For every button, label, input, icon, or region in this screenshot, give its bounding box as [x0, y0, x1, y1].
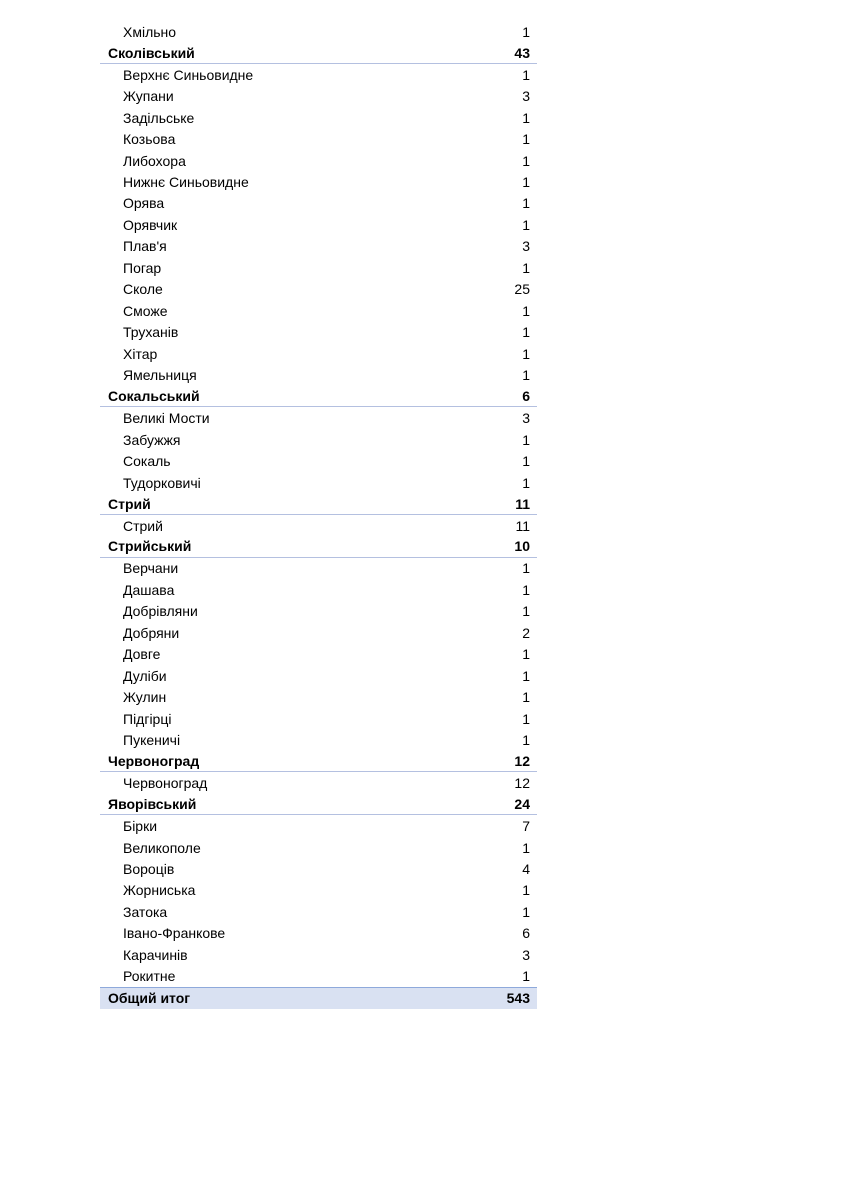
row-value: 6: [522, 925, 530, 942]
row-value: 1: [522, 324, 530, 341]
table-row: [100, 64, 537, 85]
table-row: [100, 85, 537, 106]
table-row: [100, 257, 537, 278]
row-value: 1: [522, 732, 530, 749]
row-value: 4: [522, 861, 530, 878]
row-value: 1: [522, 431, 530, 448]
table-row: [100, 128, 537, 149]
row-value: 7: [522, 818, 530, 835]
row-label: Жупани: [123, 88, 174, 105]
row-label: Хмільно: [123, 23, 177, 40]
row-label: Труханів: [123, 324, 179, 341]
table-row: [100, 601, 537, 622]
row-value: 1: [522, 689, 530, 706]
row-label: Затока: [123, 903, 168, 920]
row-label: Великополе: [123, 839, 201, 856]
table-row: [100, 429, 537, 450]
row-value: 1: [522, 646, 530, 663]
table-row: [100, 193, 537, 214]
row-value: 1: [522, 195, 530, 212]
row-label: Великі Мости: [123, 410, 210, 427]
row-label: Червоноград: [123, 775, 208, 792]
row-label: Ямельниця: [123, 367, 197, 384]
row-value: 25: [514, 281, 530, 298]
row-value: 1: [522, 667, 530, 684]
row-value: 3: [522, 238, 530, 255]
pivot-table: [100, 21, 537, 1009]
row-label: Плав'я: [123, 238, 167, 255]
row-label: Карачинів: [123, 946, 188, 963]
row-label: Сколівський: [108, 44, 195, 61]
table-row: [100, 214, 537, 235]
row-value: 1: [522, 23, 530, 40]
table-row: [100, 515, 537, 536]
group-row: [100, 751, 537, 772]
row-label: Стрий: [123, 517, 163, 534]
row-value: 2: [522, 624, 530, 641]
row-value: 10: [514, 538, 530, 555]
row-value: 1: [522, 302, 530, 319]
table-row: [100, 236, 537, 257]
row-value: 1: [522, 603, 530, 620]
table-row: [100, 579, 537, 600]
row-label: Сможе: [123, 302, 168, 319]
table-row: [100, 343, 537, 364]
row-label: Хітар: [123, 345, 158, 362]
table-row: [100, 944, 537, 965]
row-label: Забужжя: [123, 431, 181, 448]
table-row: [100, 729, 537, 750]
table-row: [100, 472, 537, 493]
row-value: 1: [522, 259, 530, 276]
table-row: [100, 279, 537, 300]
row-label: Орява: [123, 195, 165, 212]
row-label: Жулин: [123, 689, 167, 706]
table-row: [100, 665, 537, 686]
row-label: Козьова: [123, 131, 176, 148]
row-value: 43: [514, 44, 530, 61]
table-row: [100, 107, 537, 128]
row-value: 1: [522, 710, 530, 727]
group-row: [100, 536, 537, 557]
table-row: [100, 322, 537, 343]
table-row: [100, 923, 537, 944]
row-value: 1: [522, 968, 530, 985]
row-value: 1: [522, 581, 530, 598]
row-value: 543: [506, 990, 530, 1007]
row-value: 1: [522, 560, 530, 577]
group-row: [100, 386, 537, 407]
row-value: 1: [522, 216, 530, 233]
row-label: Яворівський: [108, 796, 197, 813]
row-label: Задільське: [123, 109, 195, 126]
row-value: 1: [522, 152, 530, 169]
table-row: [100, 901, 537, 922]
row-label: Вороців: [123, 861, 175, 878]
row-label: Стрийський: [108, 538, 192, 555]
row-label: Добряни: [123, 624, 180, 641]
table-row: [100, 300, 537, 321]
row-label: Верчани: [123, 560, 179, 577]
row-label: Нижнє Синьовидне: [123, 174, 249, 191]
row-label: Івано-Франкове: [123, 925, 226, 942]
row-value: 11: [515, 517, 530, 534]
row-value: 1: [522, 109, 530, 126]
table-row: [100, 171, 537, 192]
row-value: 12: [514, 753, 530, 770]
row-label: Сколе: [123, 281, 163, 298]
table-row: [100, 837, 537, 858]
row-value: 1: [522, 66, 530, 83]
group-row: [100, 493, 537, 514]
row-label: Сокальський: [108, 388, 200, 405]
row-value: 1: [522, 345, 530, 362]
row-label: Сокаль: [123, 453, 171, 470]
table-row: [100, 772, 537, 793]
row-value: 1: [522, 474, 530, 491]
row-label: Стрий: [108, 495, 151, 512]
table-row: [100, 644, 537, 665]
grand-total-row: [100, 987, 537, 1008]
row-label: Дуліби: [123, 667, 167, 684]
table-row: [100, 687, 537, 708]
row-value: 3: [522, 946, 530, 963]
row-label: Підгірці: [123, 710, 172, 727]
row-value: 24: [514, 796, 530, 813]
table-row: [100, 21, 537, 42]
row-label: Погар: [123, 259, 162, 276]
row-label: Пукеничі: [123, 732, 181, 749]
row-value: 1: [522, 839, 530, 856]
row-label: Довге: [123, 646, 161, 663]
table-row: [100, 150, 537, 171]
row-value: 12: [514, 775, 530, 792]
row-label: Орявчик: [123, 216, 178, 233]
row-label: Бірки: [123, 818, 158, 835]
row-label: Дашава: [123, 581, 175, 598]
row-value: 1: [522, 174, 530, 191]
row-label: Рокитне: [123, 968, 176, 985]
row-value: 3: [522, 88, 530, 105]
table-row: [100, 622, 537, 643]
row-label: Жорниська: [123, 882, 196, 899]
row-value: 1: [522, 882, 530, 899]
row-label: Червоноград: [108, 753, 200, 770]
table-row: [100, 708, 537, 729]
table-row: [100, 407, 537, 428]
table-row: [100, 365, 537, 386]
table-row: [100, 858, 537, 879]
group-row: [100, 794, 537, 815]
table-row: [100, 815, 537, 836]
row-label: Верхнє Синьовидне: [123, 66, 254, 83]
row-value: 1: [522, 903, 530, 920]
row-label: Либохора: [123, 152, 186, 169]
table-row: [100, 450, 537, 471]
row-value: 1: [522, 453, 530, 470]
table-row: [100, 880, 537, 901]
row-value: 11: [515, 495, 530, 512]
row-value: 1: [522, 367, 530, 384]
row-value: 6: [522, 388, 530, 405]
row-label: Общий итог: [108, 990, 191, 1007]
table-row: [100, 558, 537, 579]
group-row: [100, 42, 537, 63]
row-value: 1: [522, 131, 530, 148]
row-value: 3: [522, 410, 530, 427]
row-label: Тудорковичі: [123, 474, 201, 491]
row-label: Добрівляни: [123, 603, 198, 620]
table-row: [100, 966, 537, 987]
